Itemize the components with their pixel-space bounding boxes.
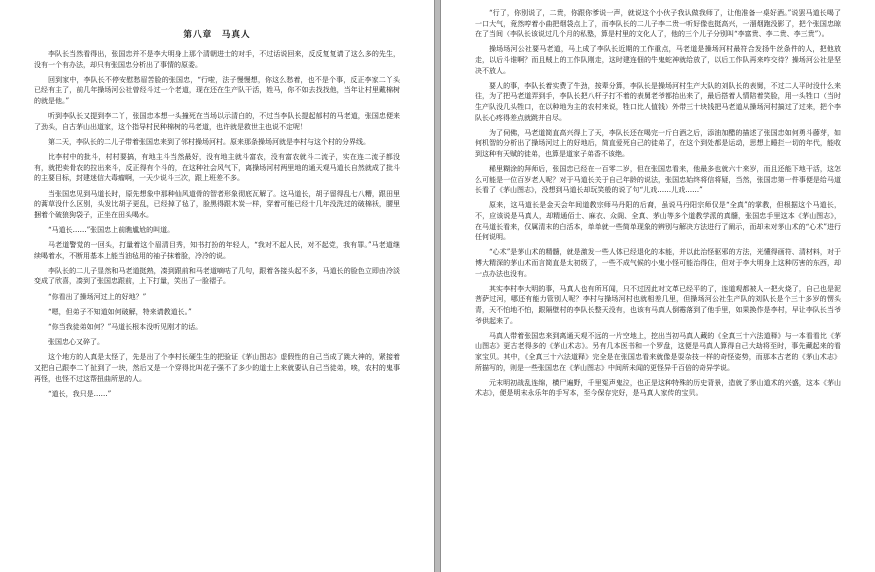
paragraph: 其实李村李大明的事，马真人也有所耳闻，只不过因此对文革已经平的了，连道观都被人一把火烧了，自己也是泥菩萨过河，哪还有能力管别人呢？李村与操场河村也就相差几里，但操场河公社生产队的刘队长是个三十多岁的愣头青，天不怕地不怕，跟隔壁村的李队长整天没有，也该有马真人倒霉落到了他手里，如果换作是李村，早让李队长当爷爷供起来了。 [475, 284, 841, 325]
paragraph: 这个地方的人真是太怪了，先是出了个李村长硬生生的把验证《茅山图志》虚假性的自己当成了跳大神的，紧接着又把自己跟李二丫扯到了一块，然后又是一个穿得比叫花子强不了多少的道士上来就要认自己当徒弟，唉，农村的鬼事再怪，也怪不过这帮扭曲所思的人。 [34, 353, 400, 383]
chapter-title: 第八章 马真人 [183, 30, 251, 40]
paragraph: 马老道警觉的一回头，打量着这个眉清目秀，知书打扮的年轻人，“我对不起人民，对不起党，我有罪。”马老道继续喝着水，不断用基本上能当油毡用的袖子抹着脸，冷冷的说。 [34, 241, 400, 260]
right-page [441, 0, 875, 572]
paragraph: 为了伺佛，马老道简直高兴得上了天，李队长还在喝完一斤白酒之后，添油加醋的描述了张国忠如何勇斗藤芽，如何机智的分析出了操场河过上的好地后，简直爱死自己的徒弟了，在这个到处都是运动，思想上睡拦一切的年代，能收到这种有天赋的徒弟，也算是道家子弟香不该绝。 [475, 128, 841, 158]
paragraph: “道长，我只是……” [48, 389, 112, 398]
paragraph: “心术”是茅山术的精髓，就是激发一些人体已经退化的本能，并以此治怪驱邪的方法，光懂得画符、清材料，对于博大精深的茅山术而言简直是太初级了，一些不成气候的小鬼小怪可能治得住，但对于李大明身上这种厉害的东西，却一点办法也没有。 [475, 248, 841, 278]
paragraph: “马道长……”张国忠上前瞧尴尬的叫道。 [48, 225, 175, 234]
left-page-body [34, 49, 400, 399]
paragraph: 稀里糊涂的拜师后，张国忠已经在一百零二岁，但在张国忠看来，他最多也就六十来岁，而且还能下地干活，这怎么可能是一位百岁老人呢？对于马道长关于自己年龄的说法，张国忠始终将信将疑，当然，张国忠第一件事便是给马道长看了《茅山图志》，没想到马道长却玩笑般的说了句“儿戏……儿戏……” [475, 165, 841, 195]
paragraph: 马真人带着张国忠来到离通天观不远的一片空地上，挖出当初马真人藏的《全真三十六法道释》与一本看看比《茅山图志》更古老得多的《茅山术志》。另有几本医书和一个罗盘，这便是马真人算得自己大劫将至时，事先藏起来的看家宝贝。其中，《全真三十六法道释》完全是在张国忠看来就像是耍杂技一样的奇怪姿势，而那本古老的《茅山术志》所描写的，则是一些张国忠在《茅山图志》中间所未闻的更怪异千百倍的奇异学说。 [475, 331, 841, 372]
paragraph: “嗯，但弟子不知道如何破解，特来请教道长。” [48, 307, 192, 316]
paragraph: 操场场河公社要马老道，马上成了李队长近期的工作重点，马老道是操场河村最符合发扬牛丝条件的人，把他放走，以后斗谁啊？而且贼上的工作队刚走，这时建连佃的牛鬼蛇神就给放了，以后工作队再来咋交待？操场河公社是坚决不放人。 [475, 45, 841, 75]
paragraph: 李队长当然看得出，张国忠并不是李大明身上那个清朝进士的对手，不过话说回来，反反复复请了这么多的先生，没有一个有办法，却只有张国忠分析出了事情的原委。 [34, 50, 400, 69]
paragraph: 第二天，李队长的二儿子带着张国忠来到了邻村操场河村。原来那条操场河就是李村与这个村的分界线。 [48, 137, 370, 146]
paragraph: 要人的事，李队长着实费了牛劲，按辈分算，李队长是操场河村生产大队的刘队长的表舅，不过二人平时没什么来往，为了把马老道弄到手，李队长把八杆子打不着的表舅老爷都抬出来了，最后搭着人情陪着笑脸，用一头牲口（当时生产队没几头牲口，在以种地为主的农村来说，牲口比人值钱）外带三十块钱把马老道从操场河村搞过了过来，把个李队长心疼得差点就跳井自尽。 [475, 81, 841, 122]
paragraph: “你看出了操场河过上的好地？” [48, 292, 147, 301]
paragraph: 张国忠心又碎了。 [48, 338, 104, 347]
left-page [0, 0, 434, 572]
paragraph: 当张国忠见到马道长时，原先想象中那种仙风道骨的智者形象彻底瓦解了。这马道长，胡子留得乱七八糟，跟田里的蒿草没什么区别，头发比胡子更乱，已经掉了毡了，脸黑得跟木炭一样，穿着可能已经十几年没洗过的破棉袄，腰里捆着个破狼狗袋子，正坐在田头喝水。 [34, 189, 400, 219]
paragraph: 听到李队长又提到李二丫，张国忠本想一头撞死在当场以示清白的，不过当李队长提起郁村的马老道，张国忠便来了劲头，自古茅山出道家，这个指导村民种棉树的马老道，也许就是救世主也说不定呢！ [34, 112, 400, 131]
right-page-body [475, 8, 841, 399]
paragraph: “你当我徒弟如何？”马道长根本没听见刚才的话。 [48, 323, 203, 331]
paragraph: 元末明初战乱连绵，横尸遍野，千里冤声鬼泣，也正是这种特殊的历史背景，造就了茅山道术的兴盛，这本《茅山术志》，便是明末永乐年的手写本，至今保存完好，是马真人家传的宝贝。 [475, 378, 841, 398]
page-divider [434, 0, 441, 572]
paragraph: “行了，你别说了，二贵，你跟你爹说一声，就说这个小伙子我认做我师了，让他准备一桌好酒。”说罢马道长喝了一口大气，竟然哼着小曲把烟袋点上了，而李队长的二儿子李二贵一听好像也挺高兴，一溜烟跑没影了，把个张国忠晾在了当间（李队长该说过几个月的私塾，算是村里的文化人了，他的三个儿子分别叫“李富贵、李二贵、李三贵”）。 [475, 9, 841, 39]
paragraph: 比李村中的批斗，村村要搞，有地主斗当然最好，没有地主就斗富农，没有富农就斗二流子，实在连二流子都没有，就把卖骨农的拉出来斗，反正得有个斗的，在这种社会风气下，离操场河村两里地的通天观马道长自然就成了批斗的主要目标，封建迷信大毒瘤啊，一天少说斗三次，跟上班差不多。 [34, 153, 400, 183]
paragraph: 原来，这马道长是金天会年间道教宗师马丹阳的后裔，虽说马丹阳宗师仅是“全真”的掌教，但根据这个马道长，不，应该说是马真人，却精通佰士、麻衣、众阁、全真、茅山等多个道教学派的真髓，张国忠手里这本《茅山图志》，在马道长看来，仅属清末的白活本，单单就一些简单现象的辨别与解决方法进行了阐示，而却未对茅山术的“心术”进行任何说明。 [475, 201, 841, 242]
paragraph: 回到家中，李队长不停安慰愁眉苦脸的张国忠，“行啦，法子慢慢想，你这么愁着，也不是个事，反正李家二丫头已经有主了，前几年操场河公社曾经斗过一个老道，现在还在生产队干活，姓马，你不如去找找他，当年让村里戴棉树的就是他。” [34, 75, 400, 105]
paragraph: 李队长的二儿子显然和马老道挺熟，凑到跟前和马老道嘀咕了几句，跟着各接头起不多，马道长的脸色立即由冷淡变成了欣喜，凑到了张国忠跟前，上下打量，笑出了一脸褶子。 [34, 266, 400, 286]
